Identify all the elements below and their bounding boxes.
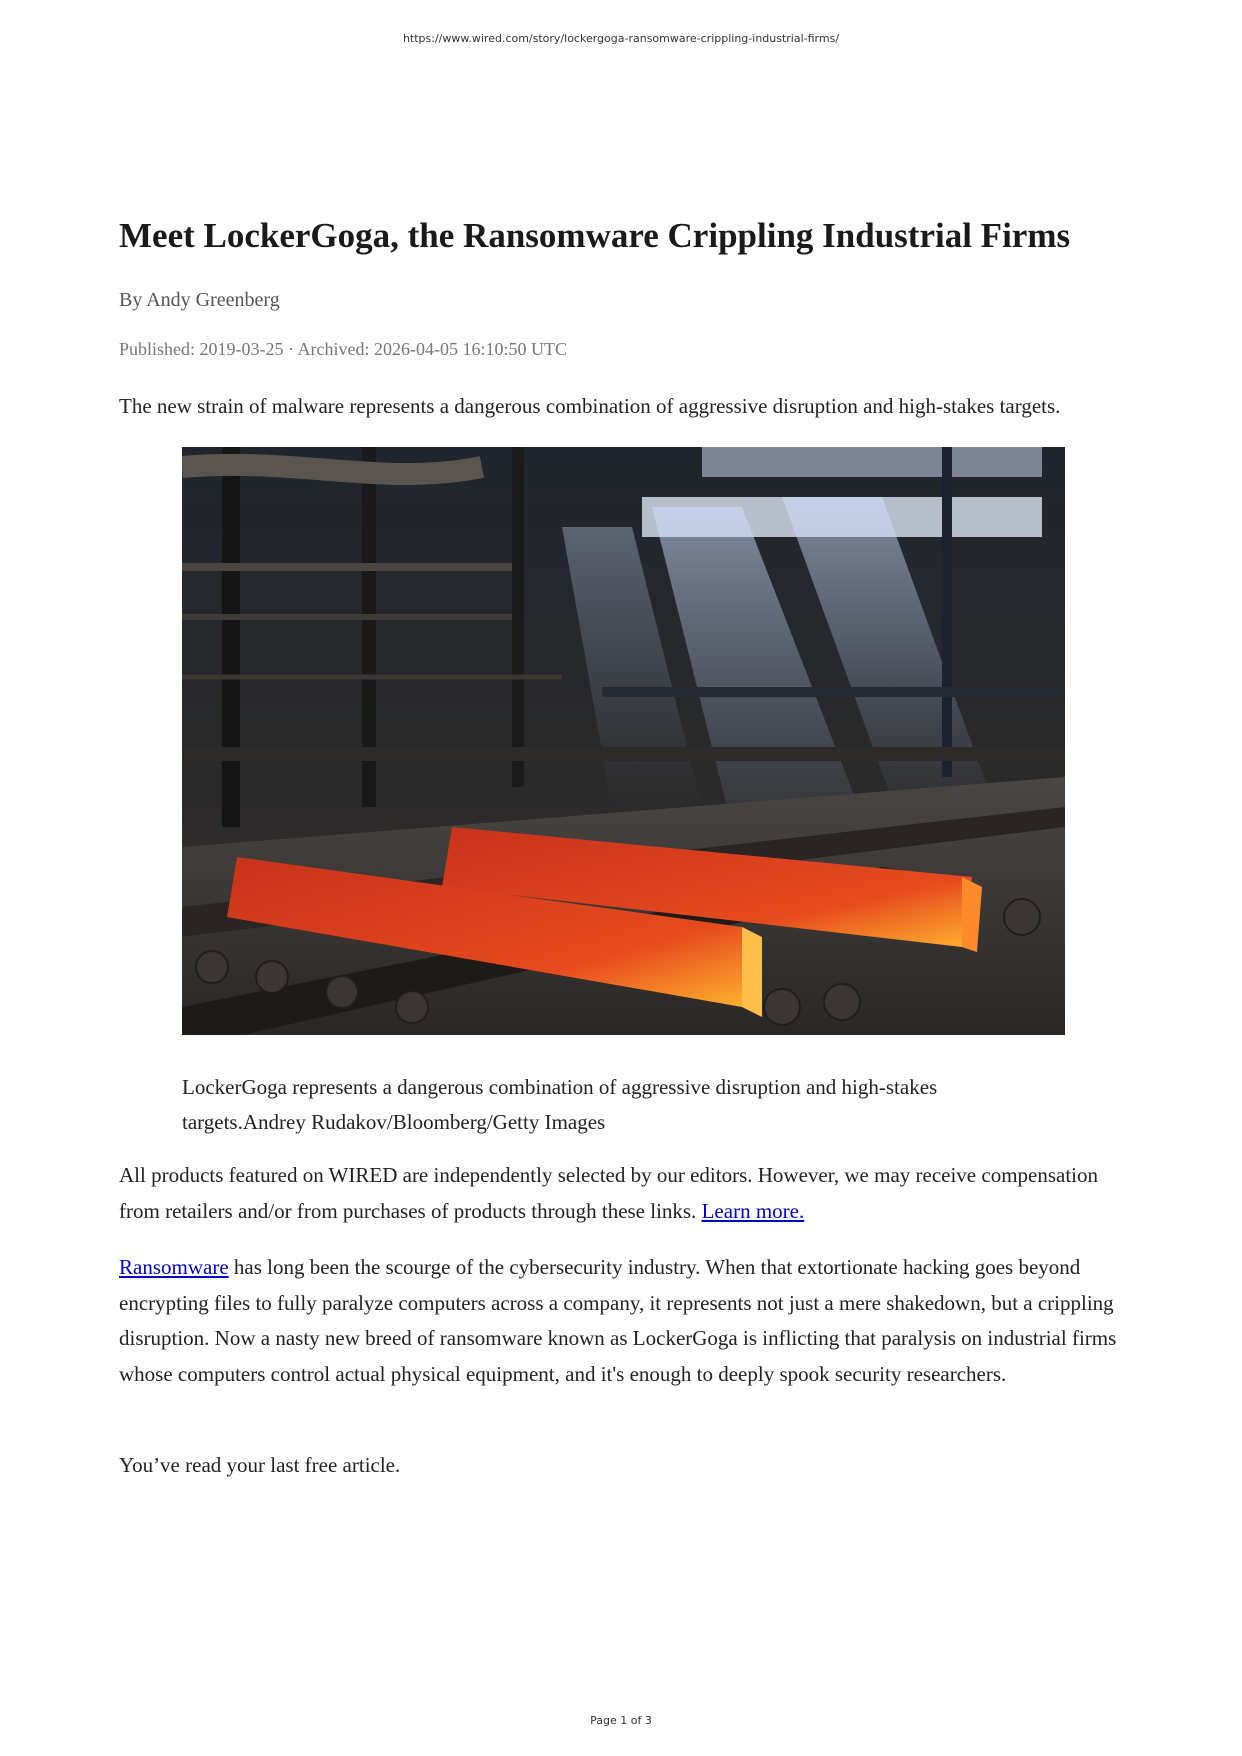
article-title: Meet LockerGoga, the Ransomware Crippling Industrial Firms (119, 216, 1071, 255)
hero-image (182, 447, 1065, 1035)
publish-meta: Published: 2019-03-25 · Archived: 2026-04-05 16:10:50 UTC (119, 339, 567, 359)
body-text: has long been the scourge of the cybersecurity industry. When that extortionate hacking goes beyond encrypting files to fully paralyze computers across a company, it represents not just a mere shakedown, but a crippling disruption. Now a nasty new breed of ransomware known as LockerGoga is inflicting that paralysis on industrial firms whose computers control actual physical equipment, and it's enough to deeply spook security researchers. (119, 1255, 1117, 1386)
body-paragraph (119, 1250, 1129, 1392)
learn-more-link[interactable]: Learn more. (701, 1198, 805, 1223)
page-url: https://www.wired.com/story/lockergoga-ransomware-crippling-industrial-firms/ (402, 32, 840, 45)
article-dek: The new strain of malware represents a dangerous combination of aggressive disruption and high-stakes targets. (119, 394, 1061, 418)
ransomware-link[interactable]: Ransomware (119, 1255, 229, 1279)
image-caption: LockerGoga represents a dangerous combination of aggressive disruption and high-stakes targets.Andrey Rudakov/Bloomberg/Getty Images (182, 1075, 938, 1134)
byline: By Andy Greenberg (119, 289, 280, 311)
paywall-message: You’ve read your last free article. (119, 1453, 401, 1477)
page-number: Page 1 of 3 (590, 1714, 652, 1727)
steel-mill-illustration (182, 447, 1065, 1035)
affiliate-disclosure (119, 1158, 1129, 1229)
affiliate-text: All products featured on WIRED are independently selected by our editors. However, we may receive compensation from retailers and/or from purchases of products through these links. (119, 1163, 1099, 1223)
